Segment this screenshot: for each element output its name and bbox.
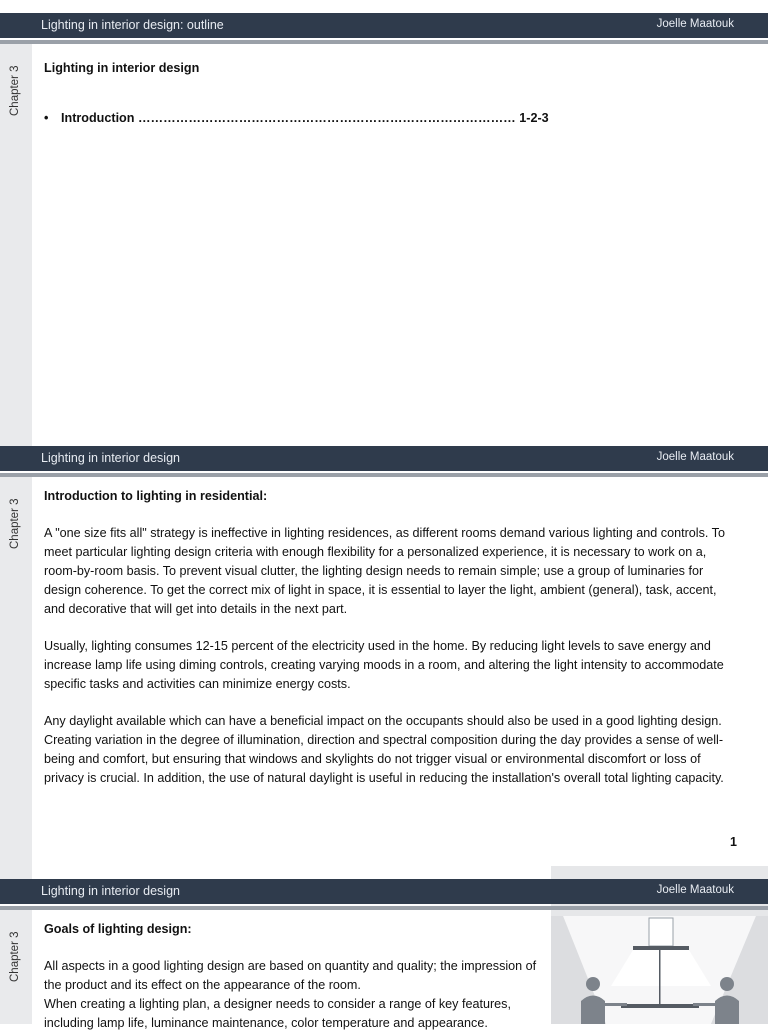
slide3-paragraph: When creating a lighting plan, a designer needs to consider a range of key features, including lamp life, luminance maintenance, color temperature and appearance. <box>44 997 511 1030</box>
slide3-heading: Goals of lighting design: <box>44 922 192 936</box>
toc-item-text: Introduction ……………………………………………………………………………… 1-2-3 <box>61 111 549 125</box>
slide1-heading: Lighting in interior design <box>44 61 200 75</box>
slide1-header <box>0 13 768 38</box>
slide1-author: Joelle Maatouk <box>656 18 734 30</box>
toc-bullet: • <box>44 111 49 125</box>
slide2-sidebar <box>0 477 32 880</box>
toc-item[interactable] <box>44 111 549 125</box>
slide2-heading: Introduction to lighting in residential: <box>44 489 268 503</box>
slide2-header <box>0 446 768 471</box>
slide3-paragraph: All aspects in a good lighting design are based on quantity and quality; the impression of the product and its effect on the appearance of the room. <box>44 959 537 992</box>
slide3-header-title: Lighting in interior design <box>41 884 180 898</box>
slide3-header-underline <box>0 906 768 910</box>
slide1-header-underline <box>0 40 768 44</box>
slide3-sidebar <box>0 910 32 1024</box>
slide3-header <box>0 879 768 904</box>
slide2-paragraph: A "one size fits all" strategy is ineffective in lighting residences, as different rooms demand various lighting and controls. To meet particular lighting design criteria with enough flexibility for a personalized experience, it is necessary to work on a, room-by-room basis. To prevent visual clutter, the lighting design needs to remain simple; use a group of luminaries for design coherence. To get the correct mix of light in space, it is essential to layer the light, ambient (general), task, accent, and decorative that will get into details in the next part. <box>44 526 725 616</box>
slide1-header-title: Lighting in interior design: outline <box>41 18 224 32</box>
slide3-chapter-label: Chapter 3 <box>9 931 21 982</box>
slide2-paragraph: Any daylight available which can have a beneficial impact on the occupants should also be used in a good lighting design. Creating variation in the degree of illumination, direction and spectral composition during the day provides a sense of well-being and comfort, but ensuring that windows and skylights do not trigger visual or environmental discomfort or loss of privacy is crucial. In addition, the use of natural daylight is useful in reducing the installation's overall total lighting capacity. <box>44 714 724 785</box>
slide1-sidebar <box>0 44 32 446</box>
slide2-paragraph: Usually, lighting consumes 12-15 percent of the electricity used in the home. By reducing light levels to save energy and increase lamp life using diming controls, creating varying moods in a room, and altering the light intensity to accommodate specific tasks and activities can minimize energy costs. <box>44 639 724 691</box>
slide2-body <box>44 487 740 806</box>
slide2-chapter-label: Chapter 3 <box>9 498 21 549</box>
slide3-author: Joelle Maatouk <box>656 884 734 896</box>
slide3-body <box>44 920 549 1033</box>
slide2-author: Joelle Maatouk <box>656 451 734 463</box>
slide2-header-underline <box>0 473 768 477</box>
slide2-header-title: Lighting in interior design <box>41 451 180 465</box>
page-number: 1 <box>730 835 737 849</box>
slide1-chapter-label: Chapter 3 <box>9 65 21 116</box>
